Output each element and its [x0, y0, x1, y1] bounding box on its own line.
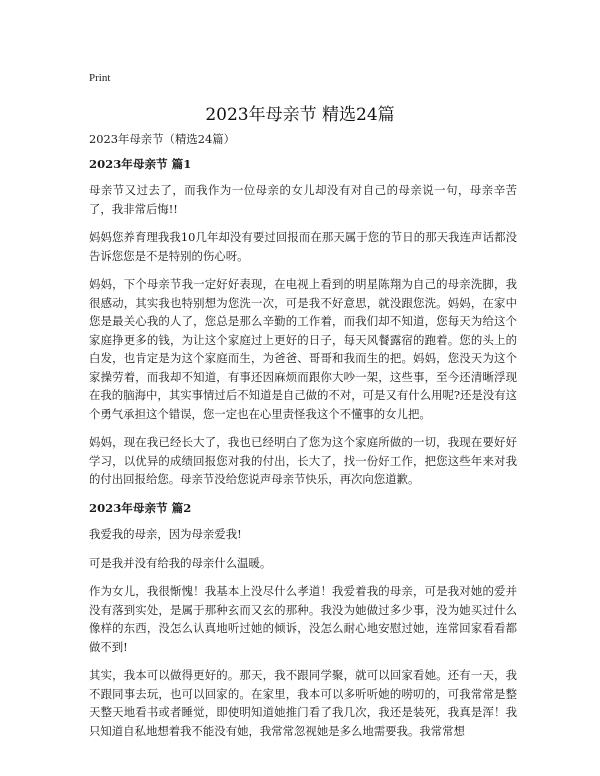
section-heading-2: 2023年母亲节 篇2 [89, 500, 192, 515]
document-body [89, 130, 517, 750]
paragraph: 我爱我的母亲，因为母亲爱我! [89, 527, 242, 541]
section-heading-1: 2023年母亲节 篇1 [89, 156, 192, 171]
paragraph: 妈妈您养育理我我10几年却没有要过回报而在那天属于您的节日的那天我连声话都没告诉您您是不是特别的伤心呀。 [89, 230, 517, 263]
print-label[interactable]: Print [89, 72, 111, 84]
paragraph: 妈妈，现在我已经长大了，我也已经明白了您为这个家庭所做的一切，我现在要好好学习，以优异的成绩回报您对我的付出，长大了，找一份好工作，把您这些年来对我的付出回报给您。母亲节没给您说声母亲节快乐，再次向您道歉。 [89, 435, 517, 486]
paragraph: 作为女儿，我很惭愧！我基本上没尽什么孝道！我爱着我的母亲，可是我对她的爱并没有落到实处，是属于那种玄而又玄的那种。我没为她做过多少事，没为她买过什么像样的东西，没怎么认真地听过她的倾诉，没怎么耐心地安慰过她，连常回家看看都做不到! [89, 584, 517, 654]
paragraph: 母亲节又过去了，而我作为一位母亲的女儿却没有对自己的母亲说一句，母亲辛苦了，我非常后悔!! [89, 183, 517, 216]
document-subtitle: 2023年母亲节（精选24篇） [89, 132, 235, 146]
paragraph: 妈妈，下个母亲节我一定好好表现，在电视上看到的明星陈翔为自己的母亲洗脚，我很感动，其实我也特别想为您洗一次，可是我不好意思，就没跟您洗。妈妈，在家中您是最关心我的人了，您总是那么辛勤的工作着，而我们却不知道，您每天为给这个家庭挣更多的钱，为让这个家庭过上更好的日子，每天风餐露宿的跑着。您的头上的白发，也肯定是为这个家庭而生，为爸爸、哥哥和我而生的把。妈妈，您没天为这个家操劳着，而我却不知道，有事还因麻烦而跟你大吵一架，这些事，至今还清晰浮现在我的脑海中，其实事情过后不知道是自己做的不对，可是又有什么用呢?还是没有这个勇气承担这个错误，您一定也在心里责怪我这个不懂事的女儿把。 [89, 277, 517, 421]
paragraph: 其实，我本可以做得更好的。那天，我不跟同学聚，就可以回家看她。还有一天，我不跟同事去玩，也可以回家的。在家里，我本可以多听听她的唠叨的，可我常常是整天整天地看书或者睡觉，即使明知道她推门看了我几次，我还是装死，我真是浑！我只知道自私地想着我不能没有她，我常常忽视她是多么地需要我。我常常想 [89, 668, 517, 738]
page-title: 2023年母亲节 精选24篇 [205, 105, 395, 125]
paragraph: 可是我并没有给我的母亲什么温暖。 [89, 555, 272, 570]
